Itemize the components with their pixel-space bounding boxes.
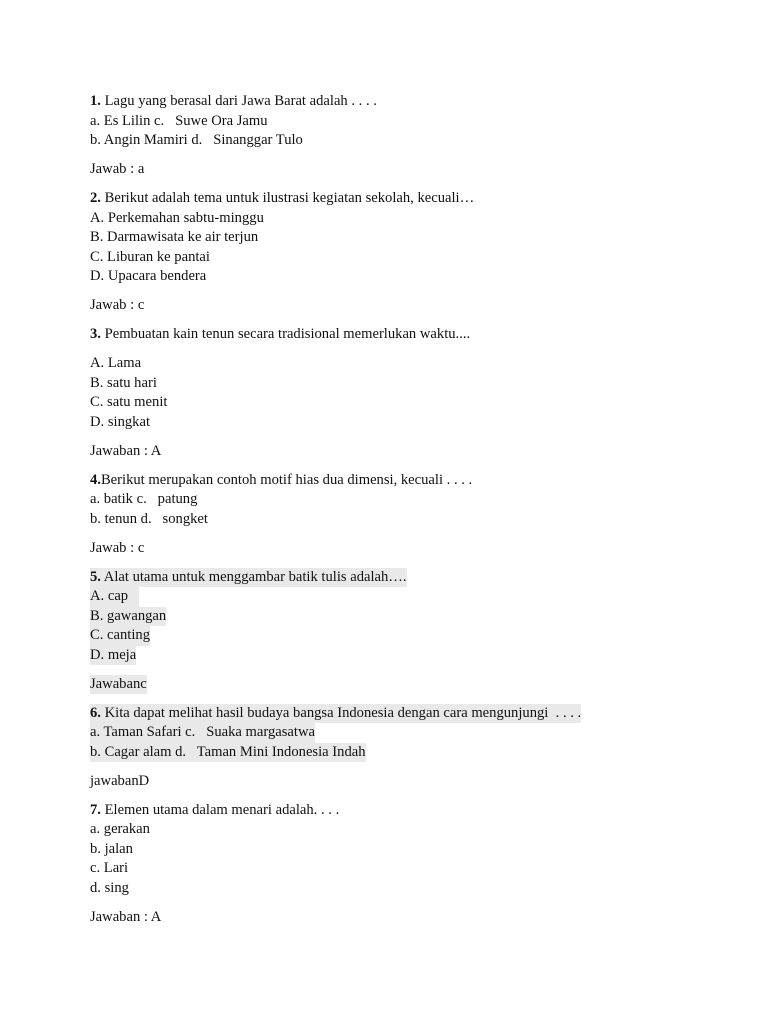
option: C. canting xyxy=(90,626,150,646)
answer-text: Jawaban : A xyxy=(90,908,162,925)
option-line xyxy=(90,723,690,743)
question-prompt: Pembuatan kain tenun secara tradisional memerlukan waktu.... xyxy=(100,326,471,342)
option: A. Perkemahan sabtu-minggu xyxy=(90,209,264,226)
question-number: 2. xyxy=(90,190,101,206)
question-number: 4. xyxy=(90,471,101,488)
option: d. sing xyxy=(90,879,129,896)
question-1-answer-block xyxy=(90,160,690,180)
question-5 xyxy=(90,568,690,666)
question-1 xyxy=(90,92,690,151)
question-6-text xyxy=(90,704,690,724)
document-page xyxy=(90,92,690,937)
question-number: 7. xyxy=(90,801,101,818)
question-7 xyxy=(90,801,690,899)
question-prompt: Alat utama untuk menggambar batik tulis adalah…. xyxy=(100,568,407,585)
question-prompt: Lagu yang berasal dari Jawa Barat adalah . . . . xyxy=(100,93,377,109)
highlighted-text xyxy=(90,568,407,588)
question-2-answer-block xyxy=(90,296,690,316)
question-1-text xyxy=(90,92,690,112)
question-number: 1. xyxy=(90,93,101,109)
option: D. meja xyxy=(90,646,136,666)
question-4-text xyxy=(90,471,690,491)
question-number: 3. xyxy=(90,326,101,342)
question-7-answer-block xyxy=(90,908,690,928)
option: A. cap xyxy=(90,587,139,607)
question-number: 5. xyxy=(90,568,101,585)
question-number: 6. xyxy=(90,704,101,721)
option: a. Es Lilin c. Suwe Ora Jamu xyxy=(90,112,268,129)
answer-line xyxy=(90,675,690,695)
question-prompt: Kita dapat melihat hasil budaya bangsa Indonesia dengan cara mengunjungi . . . . xyxy=(100,704,582,721)
answer-text: Jawab : c xyxy=(90,539,145,556)
option: c. Lari xyxy=(90,860,129,876)
option: b. Cagar alam d. Taman Mini Indonesia Indah xyxy=(90,743,366,763)
highlighted-text xyxy=(90,704,581,724)
option: B. Darmawisata ke air terjun xyxy=(90,229,259,245)
option: C. satu menit xyxy=(90,394,168,410)
option: A. Lama xyxy=(90,355,142,371)
question-6 xyxy=(90,704,690,763)
question-2-text xyxy=(90,189,690,209)
option-line xyxy=(90,743,690,763)
question-prompt: Elemen utama dalam menari adalah. . . . xyxy=(100,801,340,818)
option: B. satu hari xyxy=(90,374,157,391)
question-5-text xyxy=(90,568,690,588)
question-3-answer-block xyxy=(90,442,690,462)
question-prompt: Berikut merupakan contoh motif hias dua dimensi, kecuali . . . . xyxy=(100,471,473,488)
option: a. batik c. patung xyxy=(90,491,198,507)
option: b. tenun d. songket xyxy=(90,510,208,527)
option: D. Upacara bendera xyxy=(90,268,207,284)
option: a. Taman Safari c. Suaka margasatwa xyxy=(90,723,315,743)
question-5-answer-block xyxy=(90,675,690,695)
answer-text: Jawabanc xyxy=(90,675,147,695)
option: a. gerakan xyxy=(90,821,150,837)
answer-text: Jawab : c xyxy=(90,297,145,313)
option: B. gawangan xyxy=(90,607,166,627)
option: D. singkat xyxy=(90,413,150,430)
question-3 xyxy=(90,325,690,345)
option-line xyxy=(90,646,690,666)
question-4-answer-block xyxy=(90,539,690,559)
option-line xyxy=(90,626,690,646)
question-2 xyxy=(90,189,690,287)
option: b. jalan xyxy=(90,840,133,857)
option-line xyxy=(90,587,690,607)
question-3-options xyxy=(90,354,690,432)
question-3-text xyxy=(90,325,690,345)
question-prompt: Berikut adalah tema untuk ilustrasi kegiatan sekolah, kecuali… xyxy=(100,190,475,206)
question-6-answer-block xyxy=(90,772,690,792)
option: C. Liburan ke pantai xyxy=(90,248,210,265)
question-7-text xyxy=(90,801,690,821)
option-line xyxy=(90,607,690,627)
answer-text: jawabanD xyxy=(90,772,150,789)
answer-text: Jawaban : A xyxy=(90,442,162,459)
answer-text: Jawab : a xyxy=(90,161,145,177)
option: b. Angin Mamiri d. Sinanggar Tulo xyxy=(90,132,303,148)
question-4 xyxy=(90,471,690,530)
